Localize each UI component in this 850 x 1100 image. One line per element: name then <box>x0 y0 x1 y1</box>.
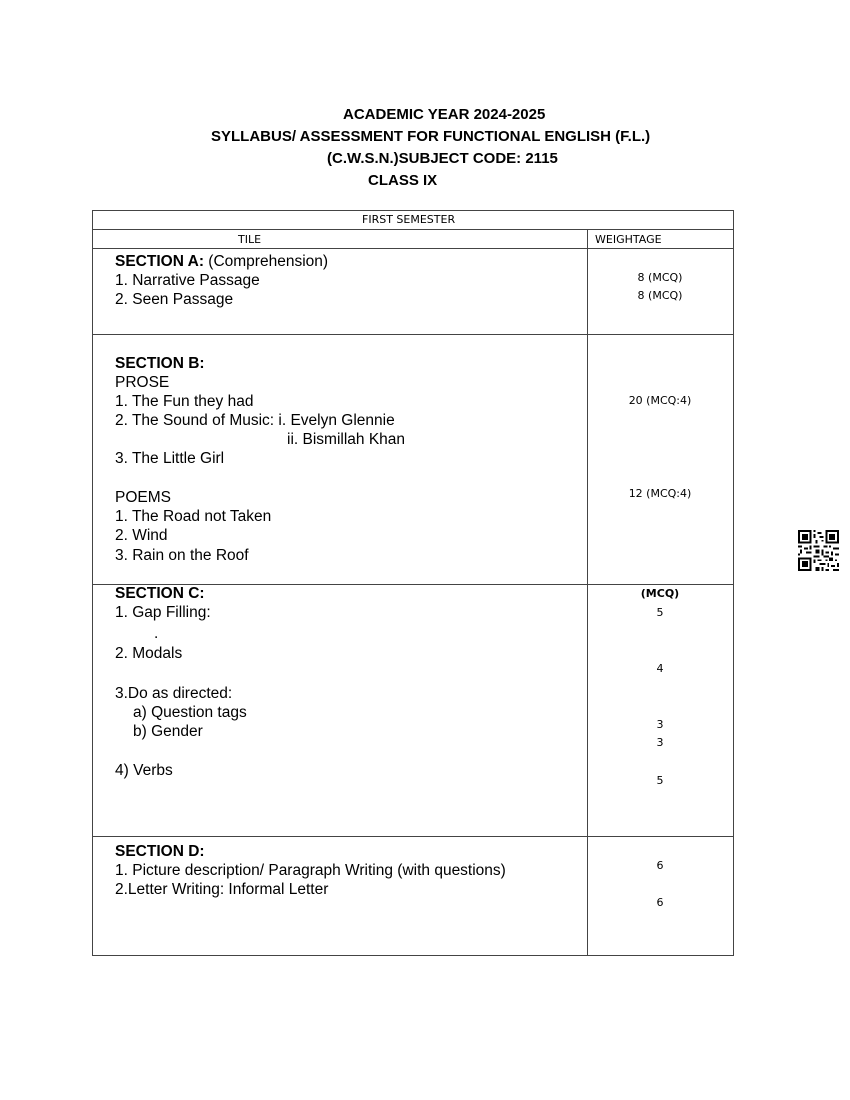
table-divider <box>92 334 734 335</box>
modals-item: 2. Modals <box>115 645 183 662</box>
section-b-heading: SECTION B: <box>115 355 205 372</box>
title-column-header: TILE <box>238 233 262 246</box>
academic-year-heading: ACADEMIC YEAR 2024-2025 <box>343 106 546 123</box>
gap-filling-dot: . <box>154 625 159 642</box>
prose-item: 2. The Sound of Music: i. Evelyn Glennie <box>115 412 395 429</box>
prose-item: 1. The Fun they had <box>115 393 254 410</box>
prose-label: PROSE <box>115 374 170 391</box>
gap-filling-item: 1. Gap Filling: <box>115 604 211 621</box>
verbs-weight: 5 <box>656 774 664 787</box>
prose-item: ii. Bismillah Khan <box>287 431 406 448</box>
syllabus-heading: SYLLABUS/ ASSESSMENT FOR FUNCTIONAL ENGLISH (F.L.) <box>211 128 651 145</box>
modals-weight: 4 <box>656 662 664 675</box>
section-d-weight: 6 <box>656 859 664 872</box>
table-divider <box>92 229 734 230</box>
poem-item: 3. Rain on the Roof <box>115 547 249 564</box>
class-heading: CLASS IX <box>368 172 438 189</box>
table-divider <box>92 836 734 837</box>
question-tags-weight: 3 <box>656 718 664 731</box>
section-d-heading: SECTION D: <box>115 843 205 860</box>
section-d-item: 1. Picture description/ Paragraph Writing (with questions) <box>115 862 506 879</box>
poems-label: POEMS <box>115 489 171 506</box>
section-c-weight-header: (MCQ) <box>640 587 680 600</box>
gender-item: b) Gender <box>133 723 203 740</box>
weightage-column-header: WEIGHTAGE <box>595 233 662 246</box>
section-a-weight: 8 (MCQ) <box>637 289 683 302</box>
section-c-heading: SECTION C: <box>115 585 205 602</box>
subject-code-heading: (C.W.S.N.)SUBJECT CODE: 2115 <box>327 150 558 167</box>
poems-weight: 12 (MCQ:4) <box>628 487 692 500</box>
section-a-weight: 8 (MCQ) <box>637 271 683 284</box>
table-divider <box>92 248 734 249</box>
section-a-item: 1. Narrative Passage <box>115 272 260 289</box>
column-divider <box>587 229 588 956</box>
section-a-item: 2. Seen Passage <box>115 291 234 308</box>
verbs-item: 4) Verbs <box>115 762 173 779</box>
poem-item: 1. The Road not Taken <box>115 508 272 525</box>
question-tags-item: a) Question tags <box>133 704 247 721</box>
gap-filling-weight: 5 <box>656 606 664 619</box>
section-d-weight: 6 <box>656 896 664 909</box>
gender-weight: 3 <box>656 736 664 749</box>
do-as-directed-item: 3.Do as directed: <box>115 685 233 702</box>
poem-item: 2. Wind <box>115 527 168 544</box>
qr-code-icon <box>798 530 839 571</box>
section-a-heading: SECTION A: (Comprehension) <box>115 253 329 270</box>
section-d-item: 2.Letter Writing: Informal Letter <box>115 881 329 898</box>
prose-item: 3. The Little Girl <box>115 450 225 467</box>
prose-weight: 20 (MCQ:4) <box>628 394 692 407</box>
